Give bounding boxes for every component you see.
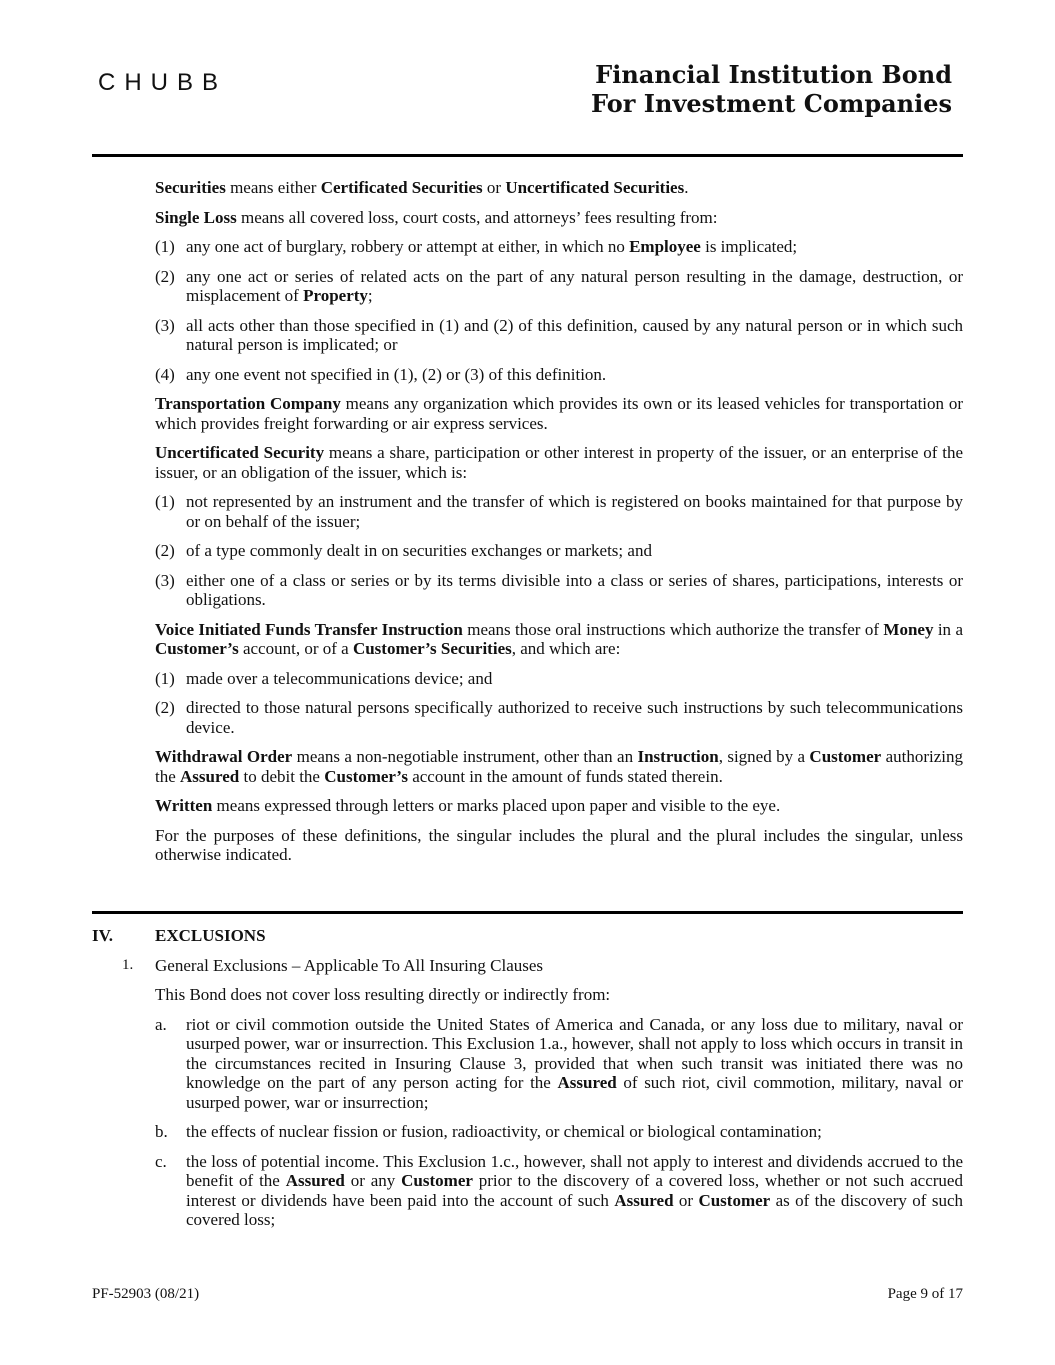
section-heading: IV. EXCLUSIONS	[92, 926, 266, 945]
def-uncertificated-security: Uncertificated Security means a share, participation or other interest in property of the issuer, or an enterprise of the issuer, or an obligation of the issuer, which is:	[155, 443, 963, 482]
list-item: (3) either one of a class or series or by its terms divisible into a class or series of shares, participations, interests or obligations.	[155, 570, 963, 609]
list-item: b. the effects of nuclear fission or fusion, radioactivity, or chemical or biological contamination;	[155, 1122, 822, 1141]
list-item: (4) any one event not specified in (1), (2) or (3) of this definition.	[155, 364, 607, 384]
list-item: (1) made over a telecommunications device; and	[155, 668, 493, 688]
list-item: (3) all acts other than those specified in (1) and (2) of this definition, caused by any natural person or in which such natural person is implicated; or	[155, 315, 963, 354]
title-line-1: Financial Institution Bond	[595, 60, 952, 89]
form-number: PF-52903 (08/21)	[92, 1286, 200, 1302]
def-single-loss: Single Loss means all covered loss, court costs, and attorneys’ fees resulting from:	[155, 207, 718, 227]
title-line-2: For Investment Companies	[591, 89, 952, 118]
list-item: a. riot or civil commotion outside the United States of America and Canada, or any loss due to military, naval or usurped power, war or insurrection. This Exclusion 1.a., however, shall not apply to loss which occurs in transit in the circumstances recited in Insuring Clause 3, provided that when such transit was initiated there was no knowledge on the part of any person acting for the Assured of such riot, civil commotion, military, naval or usurped power, war or insurrection;	[155, 1014, 963, 1112]
definitions-section	[92, 178, 963, 875]
list-item: (2) of a type commonly dealt in on securities exchanges or markets; and	[155, 541, 652, 560]
header-divider	[92, 154, 963, 157]
list-item: c. the loss of potential income. This Exclusion 1.c., however, shall not apply to interest and dividends accrued to the benefit of the Assured or any Customer prior to the discovery of a covered loss, whether or not such accrued interest or dividends have been paid into the account of such Assured or Customer as of the discovery of such covered loss;	[155, 1151, 963, 1229]
plural-note: For the purposes of these definitions, the singular includes the plural and the plural includes the singular, unless otherwise indicated.	[155, 825, 963, 864]
page-number: Page 9 of 17	[887, 1286, 963, 1302]
exclusions-intro: This Bond does not cover loss resulting directly or indirectly from:	[155, 985, 611, 1004]
exclusions-section	[92, 926, 963, 1240]
def-voice-initiated: Voice Initiated Funds Transfer Instruction means those oral instructions which authorize the transfer of Money in a Customer’s account, or of a Customer’s Securities, and which are:	[155, 619, 963, 658]
logo-text: CHUBB	[98, 69, 228, 96]
def-written: Written means expressed through letters or marks placed upon paper and visible to the eye.	[155, 796, 781, 815]
subsection-heading: 1. General Exclusions – Applicable To All Insuring Clauses	[122, 955, 544, 975]
section-divider	[92, 911, 963, 914]
document-title	[591, 60, 952, 118]
def-withdrawal-order: Withdrawal Order means a non-negotiable instrument, other than an Instruction, signed by a Customer authorizing the Assured to debit the Customer’s account in the amount of funds stated therein.	[155, 747, 963, 786]
chubb-logo	[98, 66, 278, 96]
list-item: (1) not represented by an instrument and the transfer of which is registered on books maintained for that purpose by or on behalf of the issuer;	[155, 492, 963, 531]
def-securities: Securities means either Certificated Securities or Uncertificated Securities.	[155, 178, 689, 197]
list-item: (2) directed to those natural persons specifically authorized to receive such instructions by such telecommunications device.	[155, 698, 963, 737]
list-item: (1) any one act of burglary, robbery or attempt at either, in which no Employee is implicated;	[155, 237, 798, 256]
def-transportation-company: Transportation Company means any organization which provides its own or its leased vehicles for transportation or which provides freight forwarding or air express services.	[155, 394, 963, 433]
list-item: (2) any one act or series of related acts on the part of any natural person resulting in the damage, destruction, or misplacement of Property;	[155, 266, 963, 305]
